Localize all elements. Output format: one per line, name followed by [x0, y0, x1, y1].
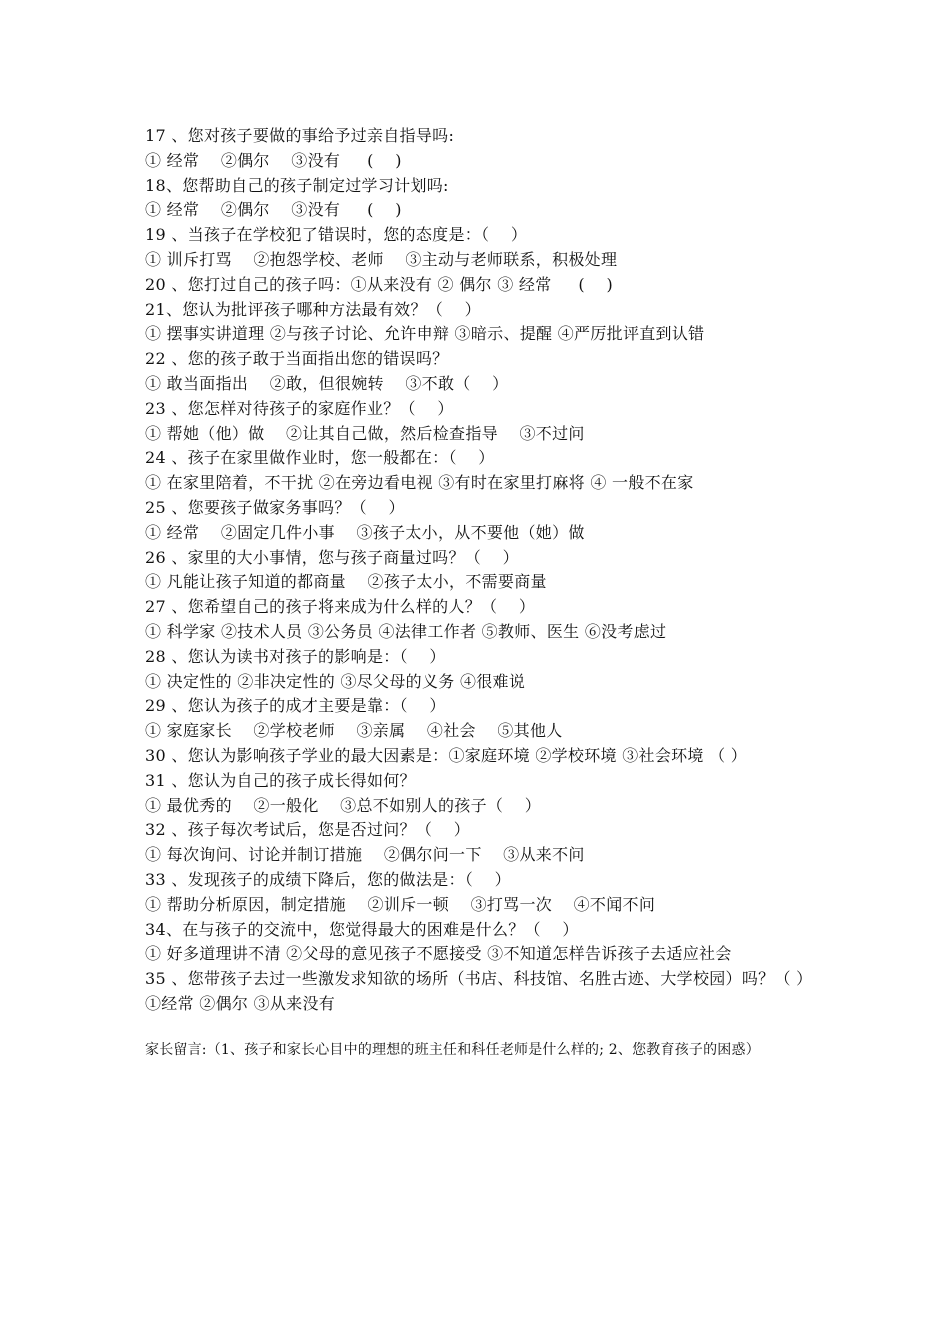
question-28-text: 28 、您认为读书对孩子的影响是：（ ） — [145, 646, 446, 666]
parent-comment-prompt: 家长留言:（1、孩子和家长心目中的理想的班主任和科任老师是什么样的; 2、您教育孩子的困惑） — [145, 1041, 760, 1058]
questionnaire-page — [145, 124, 815, 1062]
question-18-options: ① 经常 ②偶尔 ③没有 ( ) — [145, 200, 402, 220]
question-26-text: 26 、家里的大小事情，您与孩子商量过吗？（ ） — [145, 547, 519, 567]
question-24-text: 24 、孩子在家里做作业时，您一般都在：（ ） — [145, 448, 495, 468]
question-29-text: 29 、您认为孩子的成才主要是靠：（ ） — [145, 696, 446, 716]
question-29-options: ① 家庭家长 ②学校老师 ③亲属 ④社会 ⑤其他人 — [145, 721, 563, 741]
question-19-text: 19 、当孩子在学校犯了错误时，您的态度是：（ ） — [145, 225, 528, 245]
question-23-options: ① 帮她（他）做 ②让其自己做，然后检查指导 ③不过问 — [145, 423, 585, 443]
question-17-options: ① 经常 ②偶尔 ③没有 ( ) — [145, 150, 402, 170]
question-33-text: 33 、发现孩子的成绩下降后，您的做法是：（ ） — [145, 869, 511, 889]
question-22-text: 22 、您的孩子敢于当面指出您的错误吗？ — [145, 349, 449, 369]
question-18-text: 18、您帮助自己的孩子制定过学习计划吗: — [145, 175, 449, 195]
question-34-text: 34、在与孩子的交流中，您觉得最大的困难是什么？（ ） — [145, 919, 579, 939]
question-27-options: ① 科学家 ②技术人员 ③公务员 ④法律工作者 ⑤教师、医生 ⑥没考虑过 — [145, 621, 667, 641]
question-33-options: ① 帮助分析原因，制定措施 ②训斥一顿 ③打骂一次 ④不闻不问 — [145, 894, 656, 914]
question-34-options: ① 好多道理讲不清 ②父母的意见孩子不愿接受 ③不知道怎样告诉孩子去适应社会 — [145, 944, 732, 964]
question-27-text: 27 、您希望自己的孩子将来成为什么样的人？（ ） — [145, 597, 536, 617]
question-25-text: 25 、您要孩子做家务事吗？（ ） — [145, 497, 405, 517]
question-31-options: ① 最优秀的 ②一般化 ③总不如别人的孩子（ ） — [145, 795, 542, 815]
question-28-options: ① 决定性的 ②非决定性的 ③尽父母的义务 ④很难说 — [145, 671, 526, 691]
question-21-options: ① 摆事实讲道理 ②与孩子讨论、允许申辩 ③暗示、提醒 ④严厉批评直到认错 — [145, 324, 705, 344]
question-35-text: 35 、您带孩子去过一些激发求知欲的场所（书店、科技馆、名胜古迹、大学校园）吗？（ ）①经常 ②偶尔 ③从来没有 — [145, 969, 813, 1013]
question-22-options: ① 敢当面指出 ②敢，但很婉转 ③不敢（ ） — [145, 373, 509, 393]
question-32-text: 32 、孩子每次考试后，您是否过问？（ ） — [145, 820, 470, 840]
question-21-text: 21、您认为批评孩子哪种方法最有效？（ ） — [145, 299, 481, 319]
question-24-options: ① 在家里陪着，不干扰 ②在旁边看电视 ③有时在家里打麻将 ④ 一般不在家 — [145, 473, 694, 493]
question-26-options: ① 凡能让孩子知道的都商量 ②孩子太小，不需要商量 — [145, 572, 547, 592]
question-19-options: ① 训斥打骂 ②抱怨学校、老师 ③主动与老师联系，积极处理 — [145, 249, 618, 269]
question-25-options: ① 经常 ②固定几件小事 ③孩子太小，从不要他（她）做 — [145, 522, 585, 542]
question-23-text: 23 、您怎样对待孩子的家庭作业？（ ） — [145, 398, 454, 418]
question-20-text: 20 、您打过自己的孩子吗：①从来没有 ② 偶尔 ③ 经常 ( ) — [145, 274, 614, 294]
question-30-text: 30 、您认为影响孩子学业的最大因素是：①家庭环境 ②学校环境 ③社会环境 （ ） — [145, 745, 748, 765]
question-17-text: 17 、您对孩子要做的事给予过亲自指导吗: — [145, 126, 455, 145]
question-31-text: 31 、您认为自己的孩子成长得如何？ — [145, 770, 416, 790]
question-32-options: ① 每次询问、讨论并制订措施 ②偶尔问一下 ③从来不问 — [145, 845, 585, 865]
